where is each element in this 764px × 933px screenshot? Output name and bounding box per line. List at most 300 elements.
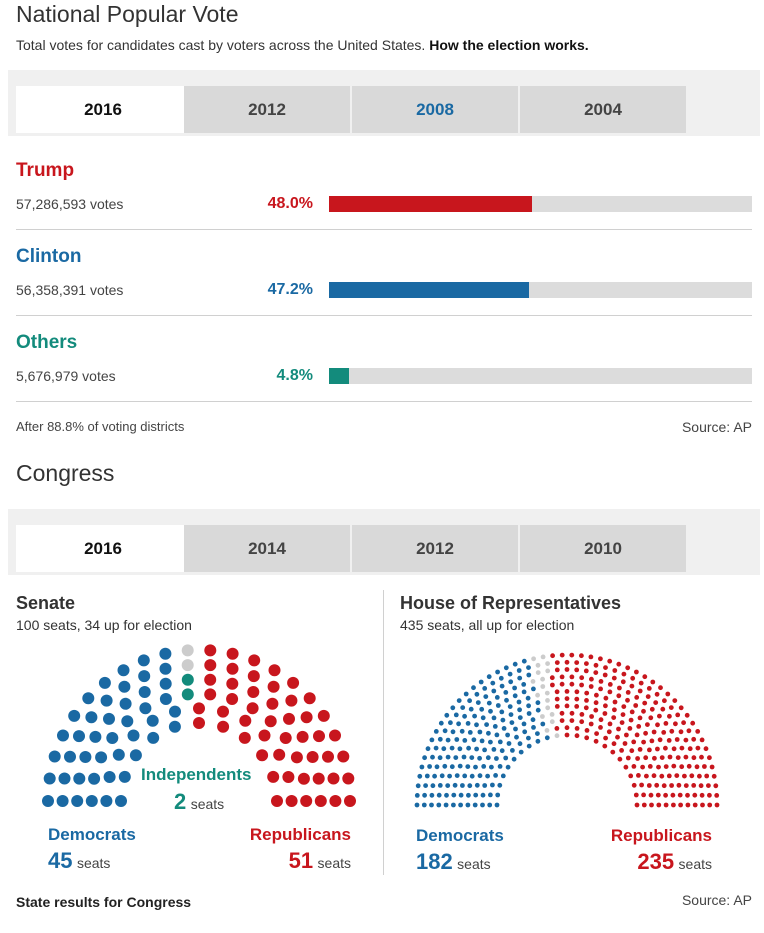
seat-dot	[565, 689, 570, 694]
seat-dot	[193, 717, 205, 729]
seat-dot	[160, 663, 172, 675]
seat-dot	[139, 702, 151, 714]
seat-dot	[565, 696, 570, 701]
seat-dot	[574, 660, 579, 665]
seat-dot	[560, 711, 565, 716]
seat-dot	[227, 648, 239, 660]
seat-dot	[616, 727, 621, 732]
seat-dot	[631, 740, 636, 745]
seat-dot	[714, 793, 719, 798]
seat-dot	[636, 773, 641, 778]
seat-dot	[429, 803, 434, 808]
seat-dot	[565, 704, 570, 709]
seat-dot	[435, 764, 440, 769]
seat-dot	[565, 660, 570, 665]
seat-dot	[89, 731, 101, 743]
seat-dot	[501, 718, 506, 723]
seat-dot	[79, 751, 91, 763]
seat-dot	[493, 724, 498, 729]
seat-dot	[487, 803, 492, 808]
seat-dot	[565, 733, 570, 738]
seat-dot	[457, 698, 462, 703]
seat-dot	[517, 668, 522, 673]
seat-dot	[322, 751, 334, 763]
tab-2008[interactable]: 2008	[352, 86, 518, 133]
seat-dot	[71, 795, 83, 807]
seat-dot	[496, 703, 501, 708]
seat-dot	[466, 746, 471, 751]
seat-dot	[42, 795, 54, 807]
seat-dot	[570, 682, 575, 687]
seat-dot	[451, 803, 456, 808]
seat-dot	[480, 803, 485, 808]
senate-title: Senate	[16, 593, 76, 613]
seat-dot	[422, 793, 427, 798]
seat-dot	[684, 738, 689, 743]
seat-dot	[611, 715, 616, 720]
seat-dot	[669, 705, 674, 710]
seat-dot	[440, 773, 445, 778]
seat-dot	[560, 675, 565, 680]
seat-dot	[439, 721, 444, 726]
tab-2016[interactable]: 2016	[16, 86, 190, 133]
seat-dot	[426, 746, 431, 751]
seat-dot	[49, 751, 61, 763]
senate-republicans-seats: 51	[288, 848, 314, 873]
seat-dot	[204, 659, 216, 671]
seat-dot	[454, 737, 459, 742]
seat-dot	[700, 793, 705, 798]
seat-dot	[589, 714, 594, 719]
candidate-percent: 4.8%	[276, 367, 313, 384]
seat-dot	[113, 749, 125, 761]
seat-dot	[517, 676, 522, 681]
seat-dot	[625, 665, 630, 670]
seat-dot	[475, 692, 480, 697]
seat-dot	[687, 728, 692, 733]
seat-dot	[712, 774, 717, 779]
seat-dot	[612, 741, 617, 746]
seat-dot	[603, 736, 608, 741]
seat-dot	[526, 665, 531, 670]
seat-dot	[73, 730, 85, 742]
seat-dot	[550, 712, 555, 717]
seat-dot	[503, 756, 508, 761]
seat-dot	[664, 721, 669, 726]
seat-dot	[639, 681, 644, 686]
seat-dot	[618, 757, 623, 762]
seat-dot	[706, 783, 711, 788]
seat-dot	[643, 731, 648, 736]
seat-dot	[579, 683, 584, 688]
seat-dot	[662, 698, 667, 703]
seat-dot	[656, 793, 661, 798]
seat-dot	[182, 659, 194, 671]
seat-dot	[540, 684, 545, 689]
seat-dot	[626, 756, 631, 761]
seat-dot	[684, 755, 689, 760]
seat-dot	[545, 728, 550, 733]
seat-dot	[603, 703, 608, 708]
seat-dot	[555, 726, 560, 731]
seat-dot	[415, 803, 420, 808]
seat-dot	[545, 691, 550, 696]
seat-dot	[283, 713, 295, 725]
seat-dot	[139, 686, 151, 698]
seat-dot	[570, 718, 575, 723]
seat-dot	[560, 682, 565, 687]
seat-dot	[654, 783, 659, 788]
seat-dot	[499, 710, 504, 715]
seat-dot	[437, 793, 442, 798]
seat-dot	[650, 707, 655, 712]
seat-dot	[204, 644, 216, 656]
seat-dot	[635, 756, 640, 761]
seat-dot	[657, 714, 662, 719]
candidate-votes: 5,676,979 votes	[16, 368, 116, 384]
seat-dot	[648, 764, 653, 769]
seat-dot	[617, 686, 622, 691]
seat-dot	[492, 747, 497, 752]
seat-dot	[594, 693, 599, 698]
seat-dot	[704, 746, 709, 751]
seat-dot	[482, 748, 487, 753]
seat-dot	[635, 733, 640, 738]
seat-dot	[486, 755, 491, 760]
seat-dot	[632, 764, 637, 769]
tab-2010[interactable]: 2010	[520, 525, 686, 572]
seat-dot	[518, 715, 523, 720]
seat-dot	[57, 795, 69, 807]
seat-dot	[584, 669, 589, 674]
seat-dot	[589, 677, 594, 682]
seat-dot	[679, 705, 684, 710]
house-republicans-count	[637, 849, 712, 875]
seat-dot	[679, 729, 684, 734]
seat-dot	[676, 755, 681, 760]
seat-dot	[647, 748, 652, 753]
seat-dot	[517, 700, 522, 705]
seat-dot	[430, 755, 435, 760]
seat-dot	[690, 721, 695, 726]
seat-dot	[603, 665, 608, 670]
seat-dot	[462, 738, 467, 743]
seat-dot	[685, 793, 690, 798]
seat-dot	[478, 773, 483, 778]
candidate-name: Clinton	[16, 246, 82, 267]
tab-2012[interactable]: 2012	[352, 525, 518, 572]
seat-dot	[555, 660, 560, 665]
seat-dot	[169, 721, 181, 733]
seat-dot	[474, 722, 479, 727]
senate-republicans-count	[289, 848, 351, 874]
tab-2004[interactable]: 2004	[520, 86, 686, 133]
seat-dot	[473, 765, 478, 770]
tab-2016[interactable]: 2016	[16, 525, 190, 572]
seat-dot	[469, 707, 474, 712]
seat-dot	[499, 676, 504, 681]
seat-dot	[675, 713, 680, 718]
seat-dot	[485, 774, 490, 779]
seat-dot	[273, 749, 285, 761]
house-title: House of Representatives	[400, 593, 622, 613]
seat-dot	[679, 764, 684, 769]
seat-dot	[329, 730, 341, 742]
seat-dot	[589, 684, 594, 689]
house-democrats-count	[416, 849, 491, 875]
seat-dot	[691, 783, 696, 788]
seat-dot	[462, 714, 467, 719]
seat-dot	[512, 757, 517, 762]
seat-dot	[239, 732, 251, 744]
seat-dot	[106, 732, 118, 744]
seat-dot	[59, 773, 71, 785]
seat-dot	[271, 795, 283, 807]
seat-dot	[622, 672, 627, 677]
seat-dot	[579, 653, 584, 658]
seat-dot	[680, 746, 685, 751]
seat-dot	[671, 764, 676, 769]
seat-dot	[444, 793, 449, 798]
seat-dot	[707, 793, 712, 798]
seat-dot	[159, 648, 171, 660]
senate-democrats-count	[48, 848, 110, 874]
seat-dot	[686, 803, 691, 808]
seat-dot	[328, 773, 340, 785]
seat-dot	[488, 793, 493, 798]
seat-dot	[672, 746, 677, 751]
seats-word: seats	[317, 855, 351, 871]
seat-dot	[616, 693, 621, 698]
seat-dot	[707, 755, 712, 760]
seat-dot	[100, 795, 112, 807]
seat-dot	[671, 803, 676, 808]
seat-dot	[658, 685, 663, 690]
seat-dot	[287, 677, 299, 689]
seat-dot	[575, 689, 580, 694]
seat-dot	[630, 710, 635, 715]
seat-dot	[423, 783, 428, 788]
seat-dot	[693, 803, 698, 808]
seat-dot	[204, 674, 216, 686]
seat-dot	[483, 694, 488, 699]
seats-word: seats	[190, 796, 225, 812]
seat-dot	[510, 748, 515, 753]
seat-dot	[512, 686, 517, 691]
seat-dot	[656, 765, 661, 770]
seat-dot	[490, 783, 495, 788]
seat-dot	[673, 721, 678, 726]
seat-dot	[502, 726, 507, 731]
seat-dot	[438, 737, 443, 742]
seat-dot	[465, 764, 470, 769]
chamber-divider	[383, 590, 384, 875]
seat-dot	[599, 717, 604, 722]
seat-dot	[268, 681, 280, 693]
seat-dot	[646, 694, 651, 699]
seat-dot	[699, 755, 704, 760]
seat-dot	[621, 679, 626, 684]
seat-dot	[118, 664, 130, 676]
seat-dot	[286, 795, 298, 807]
seat-dot	[541, 655, 546, 660]
seat-dot	[498, 764, 503, 769]
seat-dot	[655, 747, 660, 752]
seat-dot	[479, 680, 484, 685]
seat-dot	[655, 692, 660, 697]
tab-2012[interactable]: 2012	[184, 86, 350, 133]
seat-dot	[498, 740, 503, 745]
tab-2014[interactable]: 2014	[184, 525, 350, 572]
seat-dot	[608, 722, 613, 727]
seat-dot	[674, 773, 679, 778]
house-democrats-seats: 182	[416, 849, 453, 874]
seat-dot	[620, 720, 625, 725]
seat-dot	[450, 705, 455, 710]
seat-dot	[675, 737, 680, 742]
seat-dot	[508, 704, 513, 709]
seat-dot	[540, 677, 545, 682]
seat-dot	[239, 715, 251, 727]
seat-dot	[531, 679, 536, 684]
seat-dot	[634, 695, 639, 700]
seat-dot	[662, 783, 667, 788]
seat-dot	[540, 714, 545, 719]
seat-dot	[695, 764, 700, 769]
seat-dot	[476, 700, 481, 705]
seat-dot	[667, 774, 672, 779]
seat-dot	[641, 740, 646, 745]
seat-dot	[313, 730, 325, 742]
seat-dot	[227, 663, 239, 675]
seat-dot	[477, 756, 482, 761]
seat-dot	[638, 747, 643, 752]
seat-dot	[318, 710, 330, 722]
seat-dot	[451, 729, 456, 734]
seat-dot	[57, 730, 69, 742]
seat-dot	[664, 764, 669, 769]
seat-dot	[570, 675, 575, 680]
seat-dot	[446, 755, 451, 760]
seat-dot	[425, 774, 430, 779]
seat-dot	[594, 731, 599, 736]
seat-dot	[630, 684, 635, 689]
seat-dot	[450, 746, 455, 751]
senate-subtitle: 100 seats, 34 up for election	[16, 617, 192, 633]
seat-dot	[639, 783, 644, 788]
seat-dot	[535, 693, 540, 698]
seat-dot	[545, 661, 550, 666]
seat-dot	[460, 783, 465, 788]
seat-dot	[487, 701, 492, 706]
seat-dot	[659, 774, 664, 779]
seat-dot	[658, 737, 663, 742]
seat-dot	[147, 715, 159, 727]
seat-dot	[569, 653, 574, 658]
seat-dot	[526, 703, 531, 708]
seat-dot	[265, 715, 277, 727]
seat-dot	[612, 707, 617, 712]
seat-dot	[169, 706, 181, 718]
seat-dot	[593, 670, 598, 675]
seat-dot	[104, 771, 116, 783]
seat-dot	[602, 744, 607, 749]
seat-dot	[672, 698, 677, 703]
seat-dot	[521, 682, 526, 687]
seat-dot	[256, 749, 268, 761]
house-subtitle: 435 seats, all up for election	[400, 617, 575, 633]
seat-dot	[593, 708, 598, 713]
seat-dot	[269, 664, 281, 676]
seat-dot	[642, 674, 647, 679]
senate-independents-seats: 2	[174, 789, 187, 814]
seat-dot	[482, 783, 487, 788]
seat-dot	[466, 803, 471, 808]
seats-word: seats	[678, 856, 712, 872]
seat-dot	[560, 718, 565, 723]
seat-dot	[342, 773, 354, 785]
seat-dot	[522, 729, 527, 734]
seat-dot	[715, 803, 720, 808]
seat-dot	[652, 730, 657, 735]
seat-dot	[589, 655, 594, 660]
senate-independents-count	[174, 789, 224, 815]
seat-dot	[607, 729, 612, 734]
seat-dot	[456, 721, 461, 726]
seat-dot	[667, 738, 672, 743]
seat-dot	[458, 803, 463, 808]
seat-dot	[574, 697, 579, 702]
seat-dot	[285, 695, 297, 707]
seat-dot	[441, 746, 446, 751]
seat-dot	[454, 713, 459, 718]
seat-dot	[638, 689, 643, 694]
seat-dot	[610, 750, 615, 755]
seat-dot	[629, 748, 634, 753]
seat-dot	[550, 653, 555, 658]
state-results-link[interactable]: State results for Congress	[16, 894, 192, 910]
seat-dot	[616, 662, 621, 667]
seat-dot	[640, 765, 645, 770]
seat-dot	[636, 724, 641, 729]
seat-dot	[507, 741, 512, 746]
seat-dot	[624, 765, 629, 770]
senate-democrats-label: Democrats	[48, 825, 136, 844]
seat-dot	[438, 783, 443, 788]
seat-dot	[555, 704, 560, 709]
seat-dot	[647, 783, 652, 788]
seat-dot	[634, 670, 639, 675]
popular-vote-subtitle-text: Total votes for candidates cast by voters across the United States.	[16, 37, 426, 53]
seat-dot	[575, 733, 580, 738]
seat-dot	[565, 667, 570, 672]
seat-dot	[685, 713, 690, 718]
seat-dot	[460, 705, 465, 710]
seat-dot	[594, 739, 599, 744]
seat-dot	[480, 739, 485, 744]
seat-dot	[664, 803, 669, 808]
seat-dot	[513, 727, 518, 732]
seat-dot	[99, 677, 111, 689]
how-election-works-link[interactable]: How the election works.	[429, 37, 589, 53]
seat-dot	[217, 706, 229, 718]
seat-dot	[119, 771, 131, 783]
seat-dot	[550, 675, 555, 680]
seat-dot	[713, 783, 718, 788]
seat-dot	[678, 793, 683, 798]
seat-dot	[467, 783, 472, 788]
seat-dot	[522, 659, 527, 664]
